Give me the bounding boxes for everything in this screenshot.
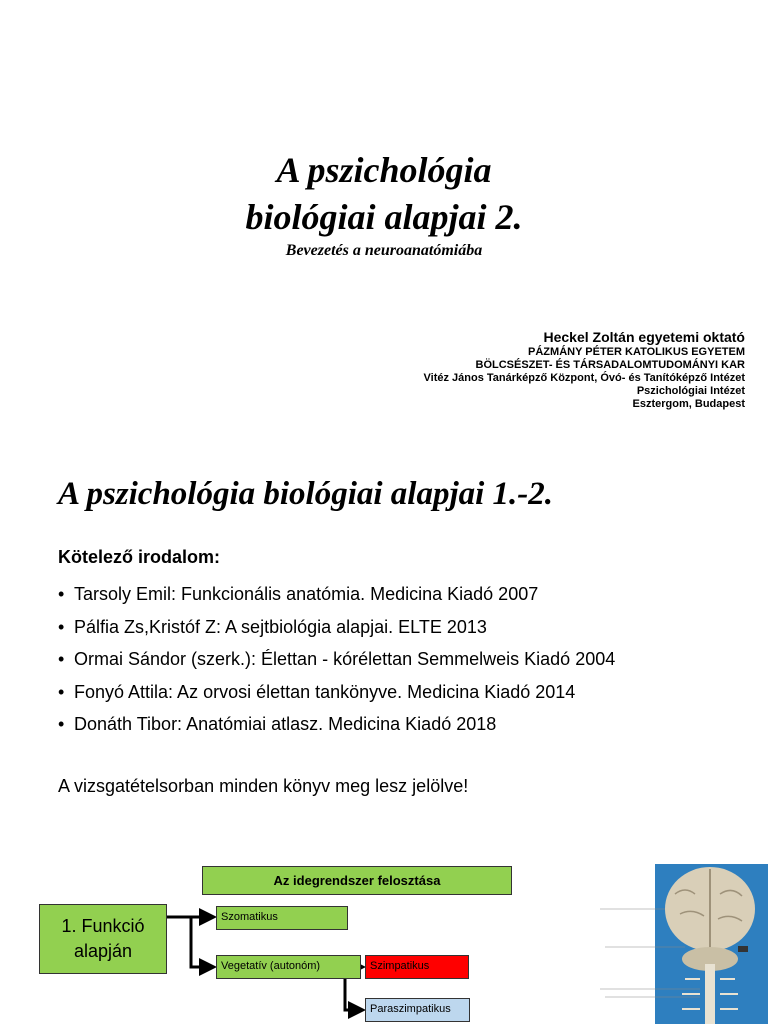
reference-text: Tarsoly Emil: Funkcionális anatómia. Medicina Kiadó 2007 (74, 584, 539, 604)
bullet-icon: • (58, 616, 65, 637)
vegetative-box: Vegetatív (autonóm) (216, 955, 361, 979)
exam-note: A vizsgatételsorban minden könyv meg lesz jelölve! (58, 776, 469, 796)
affiliation-line: PÁZMÁNY PÉTER KATOLIKUS EGYETEM (528, 346, 745, 358)
affiliation-line: Vitéz János Tanárképző Központ, Óvó- és Tanítóképző Intézet (423, 372, 745, 384)
reference-text: Ormai Sándor (szerk.): Élettan - kórélettan Semmelweis Kiadó 2004 (74, 649, 616, 669)
sympathetic-box: Szimpatikus (365, 955, 469, 979)
author-name: Heckel Zoltán egyetemi oktató (543, 329, 745, 345)
bullet-icon: • (58, 681, 65, 702)
diagram-title: Az idegrendszer felosztása (202, 866, 512, 895)
reference-text: Fonyó Attila: Az orvosi élettan tankönyve. Medicina Kiadó 2014 (74, 681, 576, 702)
affiliation-line: Pszichológiai Intézet (636, 385, 745, 397)
connector-parasympathetic (345, 979, 363, 1010)
title-slide (0, 0, 768, 432)
bullet-icon: • (58, 584, 65, 604)
author-block (424, 328, 746, 411)
affiliation-line: Esztergom, Budapest (632, 398, 745, 410)
bullet-icon: • (58, 714, 65, 734)
affiliation-line: BÖLCSÉSZET- ÉS TÁRSADALOMTUDOMÁNYI KAR (475, 359, 745, 371)
literature-slide (0, 432, 768, 1024)
somatic-box: Szomatikus (216, 906, 348, 930)
slide-title-line1: A pszichológia (276, 150, 492, 190)
bullet-icon: • (58, 649, 65, 669)
reference-text: Donáth Tibor: Anatómiai atlasz. Medicina Kiadó 2018 (74, 714, 497, 734)
function-basis-line1: 1. Funkció (61, 916, 145, 936)
brain-spinal-cord-icon (590, 864, 768, 1024)
literature-heading: Kötelező irodalom: (58, 547, 221, 567)
slide-title: A pszichológia biológiai alapjai 1.-2. (58, 476, 554, 512)
slide-title-line2: biológiai alapjai 2. (245, 197, 523, 237)
slide-subtitle: Bevezetés a neuroanatómiába (285, 242, 483, 259)
parasympathetic-box: Paraszimpatikus (365, 998, 470, 1022)
reference-text: Pálfia Zs,Kristóf Z: A sejtbiológia alapjai. ELTE 2013 (74, 616, 487, 637)
connector-vegetative (191, 917, 214, 967)
function-basis-line2: alapján (73, 941, 133, 961)
